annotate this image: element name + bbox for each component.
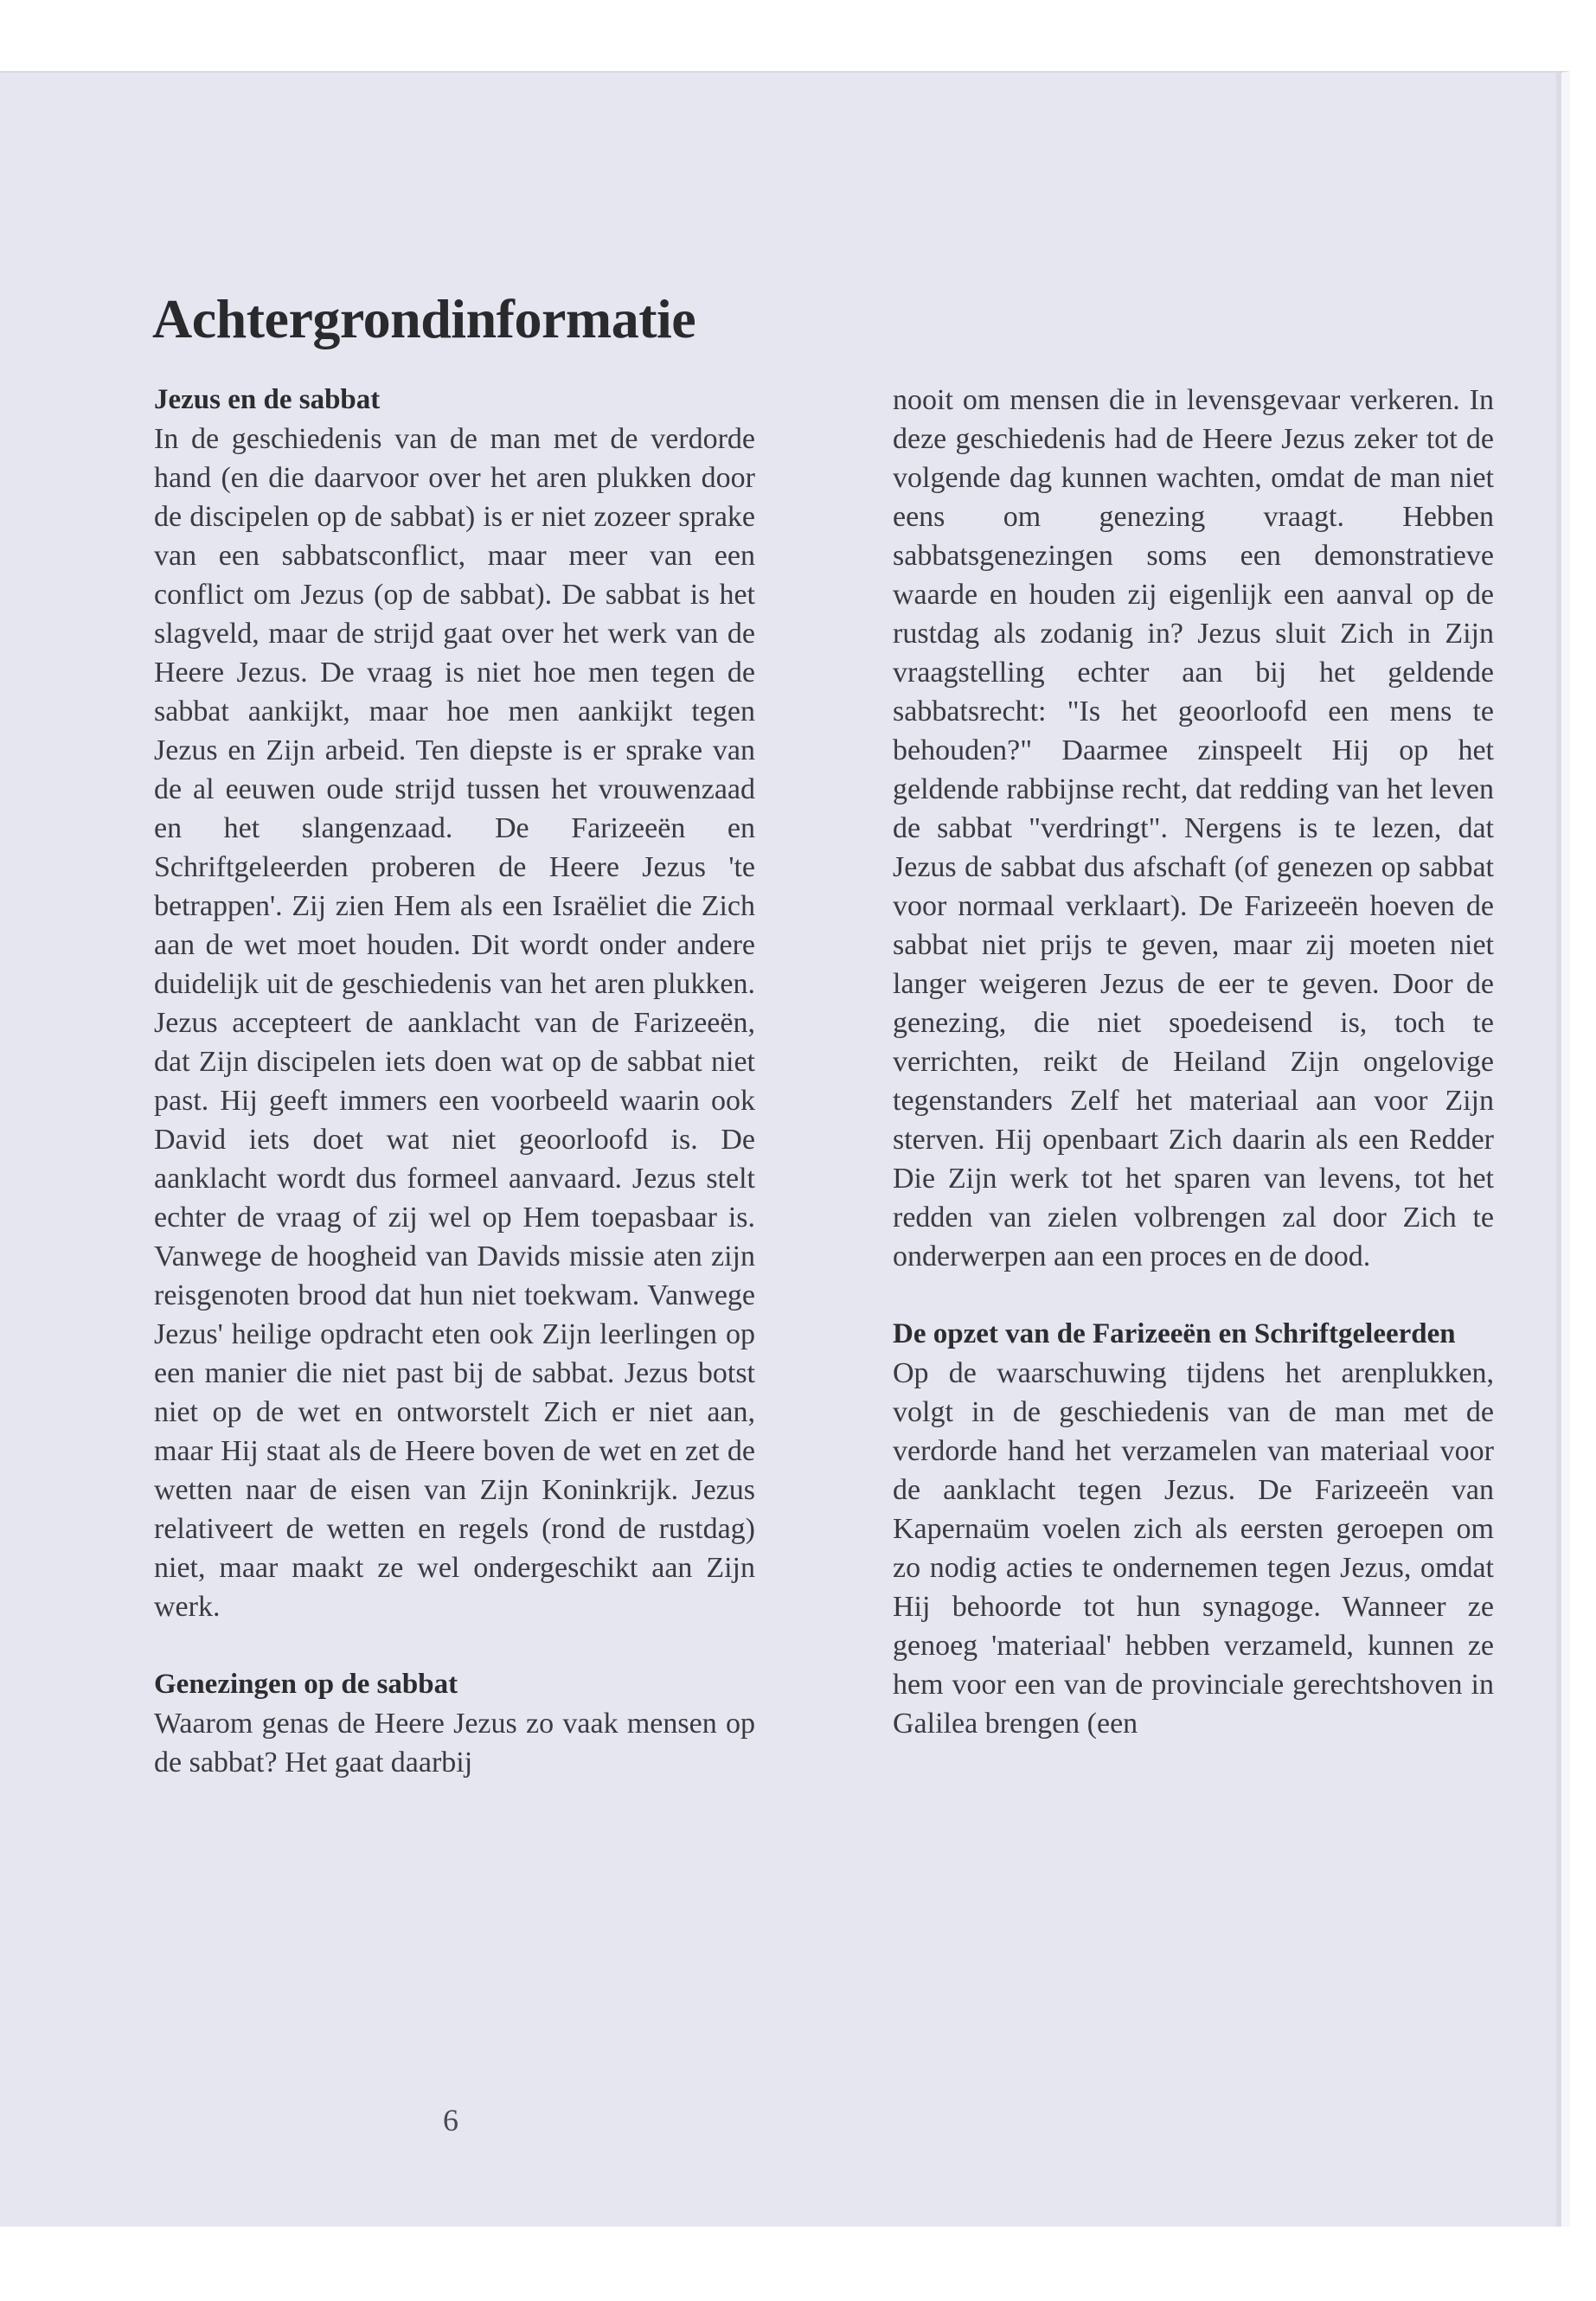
left-column — [154, 381, 755, 1782]
section-title-genezingen: Genezingen op de sabbat — [154, 1669, 458, 1700]
section-text-genezingen-continued: nooit om mensen die in levensgevaar verkeren. In deze geschiedenis had de Heere Jezus zeker tot de volgende dag kunnen wachten, omdat de man niet eens om genezing vraagt. Hebben sabbatsgenezingen soms een demonstratieve waarde en houden zij eigenlijk een aanval op de rustdag als zodanig in? Jezus sluit Zich in Zijn vraagstelling echter aan bij het geldende sabbatsrecht: "Is het geoorloofd een mens te behouden?" Daarmee zinspeelt Hij op het geldende rabbijnse recht, dat redding van het leven de sabbat "verdringt". Nergens is te lezen, dat Jezus de sabbat dus afschaft (of genezen op sabbat voor normaal verklaart). De Farizeeën hoeven de sabbat niet prijs te geven, maar zij moeten niet langer weigeren Jezus de eer te geven. Door de genezing, die niet spoedeisend is, toch te verrichten, reikt de Heiland Zijn ongelovige tegenstanders Zelf het materiaal aan voor Zijn sterven. Hij openbaart Zich daarin als een Redder Die Zijn werk tot het sparen van levens, tot het redden van zielen volbrengen zal door Zich te onderwerpen aan een proces en de dood. — [893, 384, 1494, 1272]
section-title-opzet: De opzet van de Farizeeën en Schriftgeleerden — [893, 1318, 1456, 1349]
right-column — [893, 381, 1494, 1743]
section-text-genezingen: Waarom genas de Heere Jezus zo vaak mensen op de sabbat? Het gaat daarbij — [154, 1708, 755, 1779]
section-text-opzet: Op de waarschuwing tijdens het arenplukken, volgt in de geschiedenis van de man met de verdorde hand het verzamelen van materiaal voor de aanklacht tegen Jezus. De Farizeeën van Kapernaüm voelen zich als eersten geroepen om zo nodig acties te ondernemen tegen Jezus, omdat Hij behoorde tot hun synagoge. Wanneer ze genoeg 'materiaal' hebben verzameld, kunnen ze hem voor een van de provinciale gerechtshoven in Galilea brengen (een — [893, 1357, 1494, 1740]
page-number: 6 — [443, 2103, 458, 2138]
page-heading: Achtergrondinformatie — [152, 287, 696, 349]
section-title-jezus-sabbat: Jezus en de sabbat — [154, 384, 381, 415]
section-text-jezus-sabbat: In de geschiedenis van de man met de verdorde hand (en die daarvoor over het aren plukken door de discipelen op de sabbat) is er niet zozeer sprake van een sabbatsconflict, maar meer van een conflict om Jezus (op de sabbat). De sabbat is het slagveld, maar de strijd gaat over het werk van de Heere Jezus. De vraag is niet hoe men tegen de sabbat aankijkt, maar hoe men aankijkt tegen Jezus en Zijn arbeid. Ten diepste is er sprake van de al eeuwen oude strijd tussen het vrouwenzaad en het slangenzaad. De Farizeeën en Schriftgeleerden proberen de Heere Jezus 'te betrappen'. Zij zien Hem als een Israëliet die Zich aan de wet moet houden. Dit wordt onder andere duidelijk uit de geschiedenis van het aren plukken. Jezus accepteert de aanklacht van de Farizeeën, dat Zijn discipelen iets doen wat op de sabbat niet past. Hij geeft immers een voorbeeld waarin ook David iets doet wat niet geoorloofd is. De aanklacht wordt dus formeel aanvaard. Jezus stelt echter de vraag of zij wel op Hem toepasbaar is. Vanwege de hoogheid van Davids missie aten zijn reisgenoten brood dat hun niet toekwam. Vanwege Jezus' heilige opdracht eten ook Zijn leerlingen op een manier die niet past bij de sabbat. Jezus botst niet op de wet en ontworstelt Zich er niet aan, maar Hij staat als de Heere boven de wet en zet de wetten naar de eisen van Zijn Koninkrijk. Jezus relativeert de wetten en regels (rond de rustdag) niet, maar maakt ze wel ondergeschikt aan Zijn werk. — [154, 423, 755, 1623]
